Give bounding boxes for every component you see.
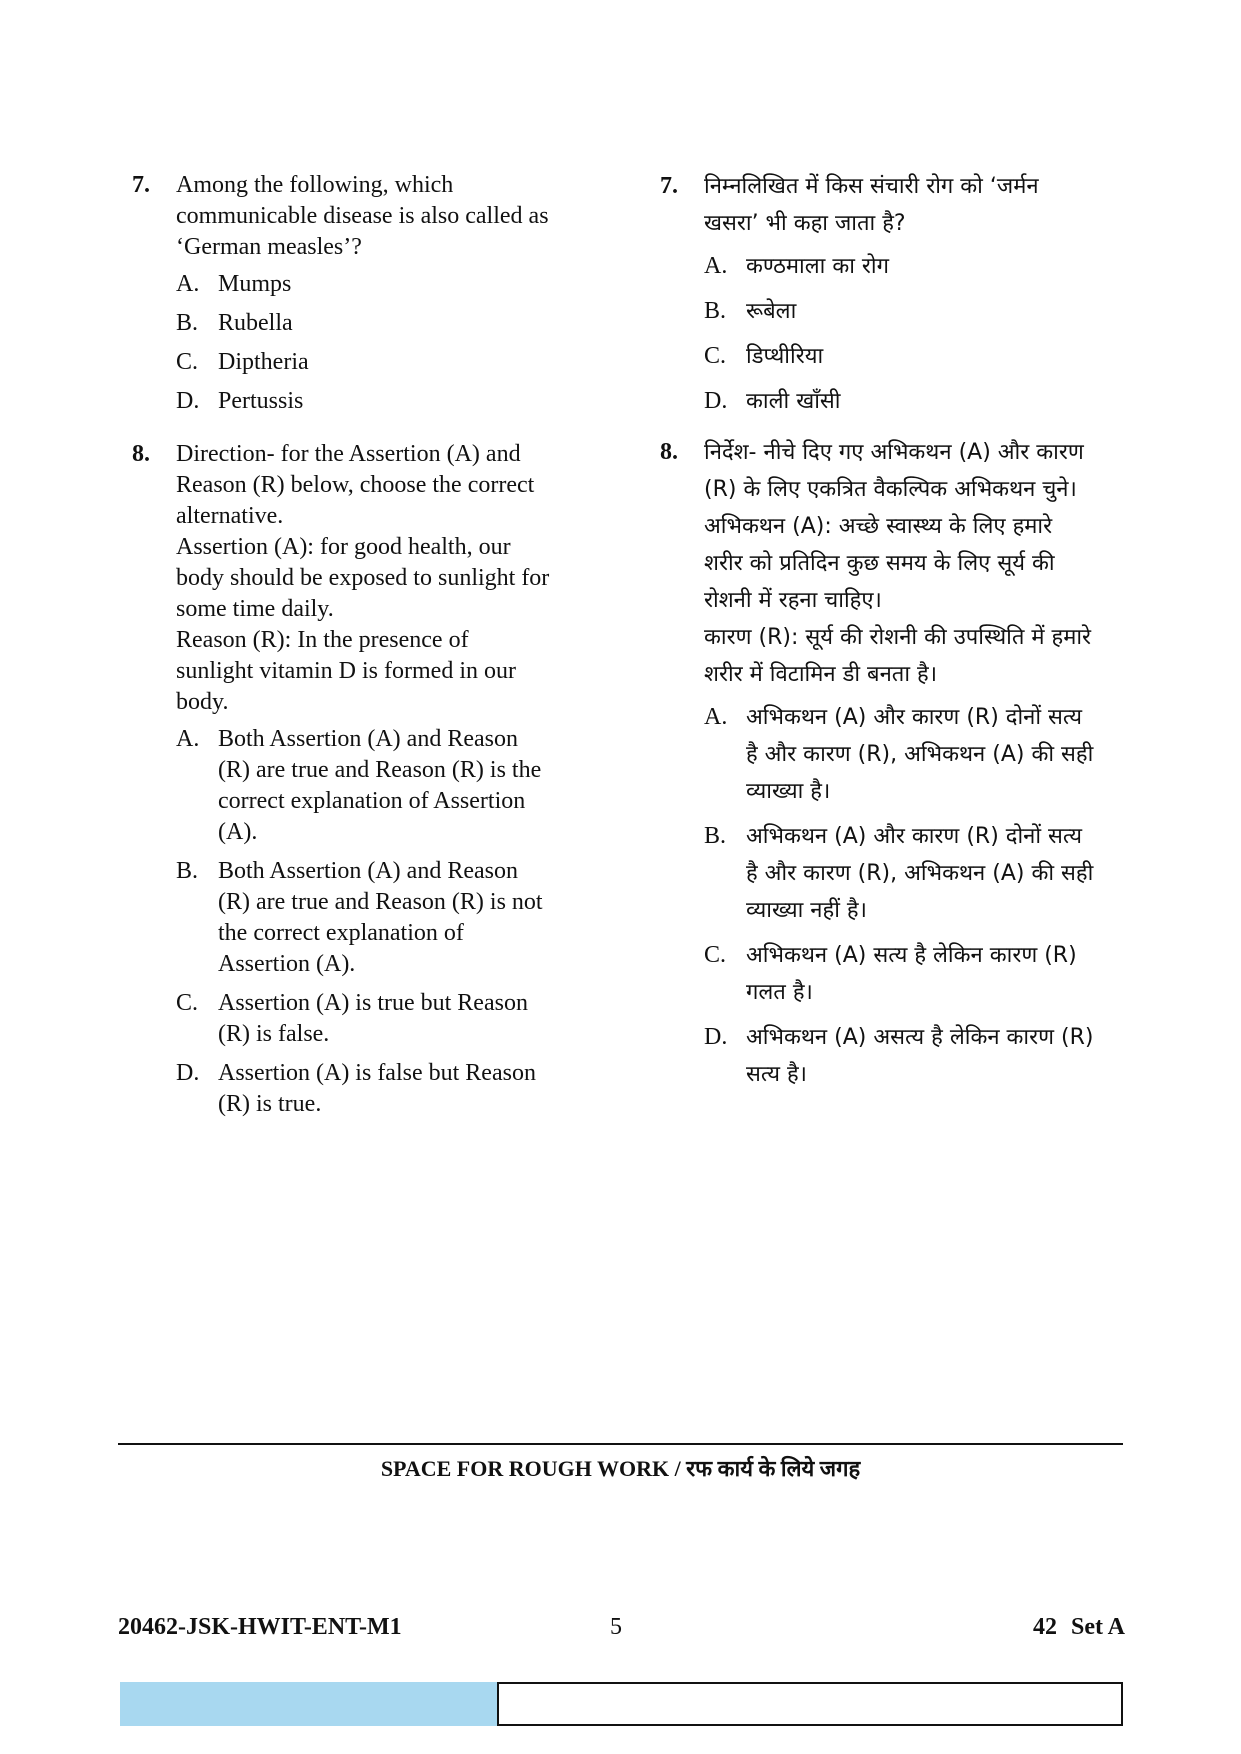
option-d xyxy=(704,383,1128,420)
option-label: B. xyxy=(704,298,727,324)
question-text: निम्नलिखित में किस संचारी रोग को ‘जर्मन खसरा’ भी कहा जाता है? xyxy=(704,174,1039,236)
option-text: Mumps xyxy=(218,271,292,297)
bottom-outline-box xyxy=(497,1682,1123,1726)
question-text: Among the following, which communicable disease is also called as ‘German measles’? xyxy=(176,172,549,260)
options-list xyxy=(704,248,1128,420)
question-7-en xyxy=(130,170,610,417)
set-name: Set A xyxy=(1071,1614,1125,1640)
option-text: कण्ठमाला का रोग xyxy=(746,254,890,279)
option-label: A. xyxy=(176,271,200,297)
option-text: रूबेला xyxy=(746,299,797,324)
option-a xyxy=(704,699,1128,810)
option-label: A. xyxy=(704,253,728,279)
option-text: अभिकथन (A) और कारण (R) दोनों सत्य है और कारण (R), अभिकथन (A) की सही व्याख्या है। xyxy=(746,705,1094,804)
option-a xyxy=(704,248,1128,285)
option-text: Rubella xyxy=(218,310,293,336)
question-7-hi xyxy=(658,168,1128,420)
option-text: अभिकथन (A) और कारण (R) दोनों सत्य है और कारण (R), अभिकथन (A) की सही व्याख्या नहीं है। xyxy=(746,824,1094,923)
option-label: B. xyxy=(176,310,199,336)
option-label: D. xyxy=(176,1060,200,1086)
question-number: 7. xyxy=(660,173,678,199)
question-text: Direction- for the Assertion (A) and Reason (R) below, choose the correct alternative. Assertion (A): for good health, our body should be exposed to sunlight for some time daily. Reason (R): In the presence of sunlight vitamin D is formed in our body. xyxy=(176,441,550,715)
options-list xyxy=(176,269,610,417)
option-text: Pertussis xyxy=(218,388,304,414)
options-list xyxy=(704,699,1128,1093)
option-c xyxy=(176,988,610,1050)
option-c xyxy=(704,937,1128,1011)
option-text: अभिकथन (A) सत्य है लेकिन कारण (R) गलत है। xyxy=(746,943,1077,1005)
option-label: C. xyxy=(176,990,199,1016)
option-label: D. xyxy=(704,388,728,414)
hindi-column xyxy=(658,168,1128,1101)
option-label: B. xyxy=(176,858,199,884)
set-label xyxy=(1033,1614,1125,1641)
option-label: A. xyxy=(704,704,728,730)
option-b xyxy=(704,818,1128,929)
option-d xyxy=(176,1058,610,1120)
option-label: D. xyxy=(704,1024,728,1050)
question-number: 7. xyxy=(132,172,150,198)
option-label: A. xyxy=(176,726,200,752)
bottom-color-bar xyxy=(120,1682,497,1726)
option-text: डिप्थीरिया xyxy=(746,344,824,369)
option-label: B. xyxy=(704,823,727,849)
english-column xyxy=(130,170,610,1128)
option-text: काली खाँसी xyxy=(746,389,841,414)
rough-work-heading: SPACE FOR ROUGH WORK / रफ कार्य के लिये जगह xyxy=(380,1456,861,1481)
option-b xyxy=(176,856,610,980)
question-text: निर्देश- नीचे दिए गए अभिकथन (A) और कारण (R) के लिए एकत्रित वैकल्पिक अभिकथन चुने। अभिकथन (A): अच्छे स्वास्थ्य के लिए हमारे शरीर को प्रतिदिन कुछ समय के लिए सूर्य की रोशनी में रहना चाहिए। कारण (R): सूर्य की रोशनी की उपस्थिति में हमारे शरीर में विटामिन डी बनता है। xyxy=(704,440,1092,687)
option-label: D. xyxy=(176,388,200,414)
option-d xyxy=(704,1019,1128,1093)
option-a xyxy=(176,269,610,300)
option-c xyxy=(176,347,610,378)
option-text: Diptheria xyxy=(218,349,309,375)
option-a xyxy=(176,724,610,848)
option-label: C. xyxy=(704,343,727,369)
options-list xyxy=(176,724,610,1120)
option-b xyxy=(176,308,610,339)
question-number: 8. xyxy=(132,441,150,467)
question-number: 8. xyxy=(660,439,678,465)
option-text: Both Assertion (A) and Reason (R) are true and Reason (R) is not the correct explanation of Assertion (A). xyxy=(218,858,543,977)
question-8-hi xyxy=(658,434,1128,1093)
option-text: Assertion (A) is false but Reason (R) is true. xyxy=(218,1060,536,1117)
option-label: C. xyxy=(704,942,727,968)
page-number: 5 xyxy=(610,1614,622,1640)
option-text: अभिकथन (A) असत्य है लेकिन कारण (R) सत्य है। xyxy=(746,1025,1094,1087)
option-text: Assertion (A) is true but Reason (R) is false. xyxy=(218,990,528,1047)
rough-work-divider xyxy=(118,1443,1123,1445)
paper-number: 42 xyxy=(1033,1614,1057,1640)
question-8-en xyxy=(130,439,610,1120)
paper-code: 20462-JSK-HWIT-ENT-M1 xyxy=(118,1614,402,1640)
option-b xyxy=(704,293,1128,330)
option-d xyxy=(176,386,610,417)
option-c xyxy=(704,338,1128,375)
option-text: Both Assertion (A) and Reason (R) are true and Reason (R) is the correct explanation of Assertion (A). xyxy=(218,726,542,845)
option-label: C. xyxy=(176,349,199,375)
